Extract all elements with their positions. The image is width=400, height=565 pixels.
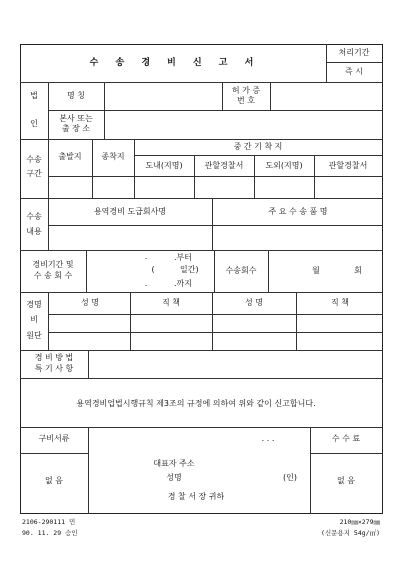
form-title: 수 송 경 비 신 고 서: [89, 58, 261, 68]
period-label-1: 경비기간 및: [32, 260, 74, 269]
rule-docs-split: [20, 453, 88, 454]
rule-content-mid-v: [212, 198, 213, 250]
date-dots: . . .: [261, 434, 275, 443]
guard-name-label-1: 성 명: [81, 298, 99, 307]
rule-period-c1: [86, 250, 87, 292]
rule-license-l: [222, 82, 223, 110]
license-label-1: 허 가 증: [231, 86, 261, 95]
period-dot-bottom: .: [144, 279, 148, 288]
period-paren-open: (: [151, 265, 155, 274]
rule-left-col: [48, 82, 49, 198]
goods-label: 주 요 수 송 품 명: [268, 207, 328, 216]
rule-guard-header: [48, 314, 383, 315]
destination-label: 종착지: [101, 152, 125, 161]
guard-side-3: 원단: [26, 331, 42, 340]
rule-content-bottom: [20, 250, 383, 251]
method-label-1: 경 비 방 법: [34, 353, 74, 362]
rule-method-v: [88, 350, 89, 378]
period-label-2: 수 송 회 수: [33, 271, 73, 280]
rep-address-label: 대표자 주소: [153, 459, 195, 468]
address-label-1: 본사 또는: [59, 114, 93, 123]
period-days-label: 일간): [180, 265, 199, 274]
seal-label: (인): [283, 473, 297, 482]
company-label: 용역경비 도급회사명: [93, 207, 167, 216]
rule-left-col-2: [48, 198, 49, 250]
month-label: 월: [312, 266, 320, 275]
period-until-label: .까지: [174, 279, 192, 288]
content-label-1: 수송: [26, 212, 42, 221]
rule-period-split: [326, 62, 383, 63]
rule-section-c1: [92, 139, 93, 198]
rule-title-v: [326, 44, 327, 82]
period-dot-top: .: [144, 252, 148, 261]
rule-fee-split: [310, 453, 383, 454]
rule-section-c3: [194, 155, 195, 198]
rep-name-label: 성명: [166, 473, 182, 482]
guard-position-label-1: 직 책: [162, 298, 180, 307]
rule-section-mid1: [134, 155, 383, 156]
rule-title: [20, 82, 383, 83]
count-label: 수송회수: [225, 266, 257, 275]
recipient-label: 경 찰 서 장 귀하: [167, 492, 225, 501]
fee-value: 없 음: [337, 476, 355, 485]
section-label-2: 구간: [26, 169, 42, 178]
rule-method-bottom: [20, 378, 383, 379]
rule-left-col-3: [48, 292, 49, 350]
guard-side-1: 경명: [26, 300, 42, 309]
declaration-text: 용역경비업법시행규칙 제3조의 규정에 의하여 위와 같이 신고합니다.: [76, 399, 316, 408]
rule-guard-c1: [130, 292, 131, 350]
rule-declaration-bottom: [20, 427, 383, 428]
footer-paper-type: (신문용지 54g/㎡): [320, 529, 380, 537]
period-from-label: .부터: [174, 253, 192, 262]
method-label-2: 특 기 사 항: [34, 364, 74, 373]
footer-form-number: 2106-290111 민: [22, 518, 76, 526]
rule-section-bottom: [20, 198, 383, 199]
corp-name-label: 명 칭: [67, 91, 85, 100]
processing-period-label: 처리기간: [338, 48, 370, 57]
outer-region-label: 도외(지명): [265, 161, 303, 170]
license-label-2: 번 호: [237, 96, 255, 105]
origin-label: 출발지: [58, 152, 82, 161]
inner-police-label: 관할경찰서: [204, 161, 244, 170]
rule-section-c2: [134, 139, 135, 198]
fee-label: 수 수 료: [331, 434, 361, 443]
footer-approval-date: 90. 11. 29 승인: [22, 529, 78, 537]
guard-side-2: 비: [30, 315, 38, 324]
guard-position-label-2: 직 책: [331, 298, 349, 307]
rule-period-c3: [268, 250, 269, 292]
address-label-2: 출 장 소: [61, 124, 91, 133]
outer-police-label: 관할경찰서: [328, 161, 368, 170]
corp-side-top: 법: [30, 91, 38, 100]
rule-corp-mid: [48, 110, 383, 111]
rule-section-mid2: [48, 176, 383, 177]
rule-period-c2: [214, 250, 215, 292]
content-label-2: 내용: [26, 227, 42, 236]
rule-section-c4: [254, 155, 255, 198]
times-label: 회: [354, 266, 362, 275]
rule-period-bottom: [20, 292, 383, 293]
section-label-1: 수송: [26, 155, 42, 164]
rule-guard-row: [48, 332, 383, 333]
rule-license-r: [270, 82, 271, 110]
rule-docs-v: [88, 427, 89, 514]
rule-guard-c3: [296, 292, 297, 350]
guard-name-label-2: 성 명: [245, 298, 263, 307]
docs-label: 구비서류: [38, 434, 70, 443]
rule-fee-v: [310, 427, 311, 514]
rule-section-c5: [314, 155, 315, 198]
rule-content-mid: [48, 225, 383, 226]
docs-value: 없 음: [45, 476, 63, 485]
rule-corp-label: [104, 82, 105, 139]
rule-guard-c2: [212, 292, 213, 350]
processing-period-value: 즉 시: [345, 67, 363, 76]
corp-side-bottom: 인: [30, 119, 38, 128]
rule-corp-bottom: [20, 139, 383, 140]
inner-region-label: 도내(지명): [145, 161, 183, 170]
footer-paper-size: 210㎜×279㎜: [339, 518, 380, 526]
midway-label: 중 간 기 착 지: [233, 142, 283, 151]
rule-guard-bottom: [20, 350, 383, 351]
